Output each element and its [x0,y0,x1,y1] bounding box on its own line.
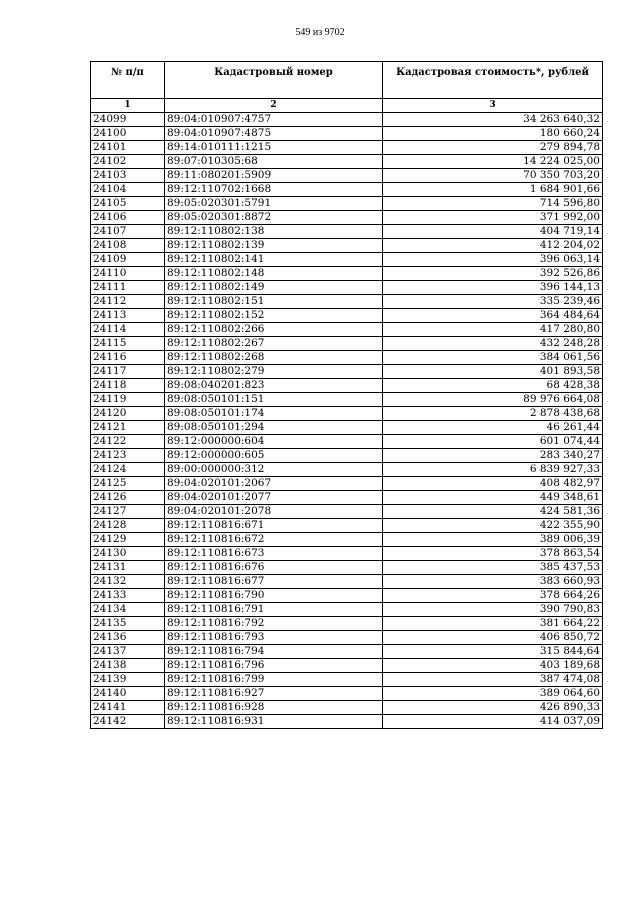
table-row [91,435,603,449]
cadastral-value: 601 074,44 [383,435,603,449]
cadastral-number: 89:12:110816:676 [165,561,383,575]
table-row [91,477,603,491]
cadastral-number: 89:14:010111:1215 [165,141,383,155]
table-row [91,197,603,211]
row-number: 24120 [91,407,165,421]
row-number: 24113 [91,309,165,323]
cadastral-number: 89:12:110802:138 [165,225,383,239]
cadastral-value: 392 526,86 [383,267,603,281]
cadastral-value: 335 239,46 [383,295,603,309]
table-row [91,701,603,715]
row-number: 24111 [91,281,165,295]
table-row [91,337,603,351]
row-number: 24122 [91,435,165,449]
row-number: 24126 [91,491,165,505]
cadastral-number: 89:04:010907:4757 [165,113,383,127]
table-row [91,155,603,169]
table-row [91,547,603,561]
cadastral-number: 89:12:110816:673 [165,547,383,561]
row-number: 24118 [91,379,165,393]
table-row [91,561,603,575]
cadastral-number: 89:12:110802:151 [165,295,383,309]
table-row [91,393,603,407]
row-number: 24124 [91,463,165,477]
cadastral-number: 89:12:110816:928 [165,701,383,715]
row-number: 24103 [91,169,165,183]
row-number: 24117 [91,365,165,379]
cadastral-value: 378 863,54 [383,547,603,561]
table-row [91,519,603,533]
cadastral-value: 381 664,22 [383,617,603,631]
table-row [91,365,603,379]
table-row [91,589,603,603]
cadastral-value: 279 894,78 [383,141,603,155]
cadastral-value: 449 348,61 [383,491,603,505]
row-number: 24115 [91,337,165,351]
cadastral-table [90,61,603,729]
cadastral-number: 89:04:020101:2078 [165,505,383,519]
cadastral-number: 89:04:010907:4875 [165,127,383,141]
cadastral-value: 1 684 901,66 [383,183,603,197]
row-number: 24108 [91,239,165,253]
row-number: 24125 [91,477,165,491]
cadastral-value: 432 248,28 [383,337,603,351]
page-number: 549 из 9702 [295,27,345,38]
cadastral-number: 89:12:110802:141 [165,253,383,267]
cadastral-number: 89:12:110816:794 [165,645,383,659]
cadastral-value: 426 890,33 [383,701,603,715]
table-row [91,379,603,393]
cadastral-number: 89:12:110816:791 [165,603,383,617]
cadastral-value: 89 976 664,08 [383,393,603,407]
cadastral-value: 6 839 927,33 [383,463,603,477]
row-number: 24134 [91,603,165,617]
cadastral-number: 89:12:110816:672 [165,533,383,547]
cadastral-number: 89:12:110802:139 [165,239,383,253]
table-row [91,225,603,239]
row-number: 24132 [91,575,165,589]
cadastral-value: 371 992,00 [383,211,603,225]
table-row [91,127,603,141]
cadastral-value: 283 340,27 [383,449,603,463]
cadastral-number: 89:05:020301:5791 [165,197,383,211]
cadastral-number: 89:12:110702:1668 [165,183,383,197]
table-row [91,673,603,687]
row-number: 24116 [91,351,165,365]
table-header-row [91,62,603,99]
cadastral-value: 422 355,90 [383,519,603,533]
table-row [91,617,603,631]
row-number: 24142 [91,715,165,729]
row-number: 24119 [91,393,165,407]
table-row [91,659,603,673]
cadastral-number: 89:12:000000:605 [165,449,383,463]
cadastral-value: 315 844,64 [383,645,603,659]
table-row [91,211,603,225]
table-row [91,631,603,645]
row-number: 24138 [91,659,165,673]
cadastral-number: 89:08:050101:174 [165,407,383,421]
column-index: 2 [165,99,383,113]
cadastral-value: 383 660,93 [383,575,603,589]
table-row [91,113,603,127]
cadastral-value: 385 437,53 [383,561,603,575]
cadastral-number: 89:12:110816:799 [165,673,383,687]
table-row [91,533,603,547]
row-number: 24137 [91,645,165,659]
cadastral-value: 403 189,68 [383,659,603,673]
row-number: 24114 [91,323,165,337]
cadastral-value: 14 224 025,00 [383,155,603,169]
row-number: 24129 [91,533,165,547]
table-row [91,183,603,197]
column-index: 1 [91,99,165,113]
cadastral-value: 387 474,08 [383,673,603,687]
table-row [91,715,603,729]
cadastral-number: 89:12:110802:268 [165,351,383,365]
cadastral-value: 390 790,83 [383,603,603,617]
row-number: 24130 [91,547,165,561]
cadastral-number: 89:12:110802:266 [165,323,383,337]
row-number: 24101 [91,141,165,155]
row-number: 24139 [91,673,165,687]
cadastral-number: 89:12:110802:152 [165,309,383,323]
table-row [91,281,603,295]
cadastral-value: 412 204,02 [383,239,603,253]
cadastral-value: 68 428,38 [383,379,603,393]
row-number: 24099 [91,113,165,127]
cadastral-value: 424 581,36 [383,505,603,519]
row-number: 24107 [91,225,165,239]
column-index-row [91,99,603,113]
table-row [91,239,603,253]
table-row [91,351,603,365]
cadastral-number: 89:12:110816:790 [165,589,383,603]
cadastral-number: 89:12:110816:927 [165,687,383,701]
cadastral-number: 89:12:110816:931 [165,715,383,729]
cadastral-value: 396 063,14 [383,253,603,267]
cadastral-number: 89:12:000000:604 [165,435,383,449]
row-number: 24121 [91,421,165,435]
cadastral-number: 89:12:110802:149 [165,281,383,295]
cadastral-number: 89:12:110802:279 [165,365,383,379]
table-row [91,505,603,519]
row-number: 24112 [91,295,165,309]
row-number: 24135 [91,617,165,631]
row-number: 24141 [91,701,165,715]
row-number: 24109 [91,253,165,267]
row-number: 24100 [91,127,165,141]
row-number: 24128 [91,519,165,533]
cadastral-value: 46 261,44 [383,421,603,435]
table-row [91,407,603,421]
table-row [91,141,603,155]
cadastral-number: 89:11:080201:5909 [165,169,383,183]
table-row [91,491,603,505]
cadastral-value: 389 064,60 [383,687,603,701]
header-cad-number: Кадастровый номер [165,62,383,99]
table-row [91,603,603,617]
row-number: 24106 [91,211,165,225]
cadastral-number: 89:12:110816:671 [165,519,383,533]
cadastral-value: 401 893,58 [383,365,603,379]
cadastral-number: 89:12:110816:792 [165,617,383,631]
cadastral-value: 417 280,80 [383,323,603,337]
cadastral-number: 89:08:050101:294 [165,421,383,435]
table-row [91,309,603,323]
row-number: 24131 [91,561,165,575]
cadastral-number: 89:12:110802:267 [165,337,383,351]
table-row [91,421,603,435]
cadastral-number: 89:00:000000:312 [165,463,383,477]
row-number: 24123 [91,449,165,463]
cadastral-number: 89:05:020301:8872 [165,211,383,225]
cadastral-value: 34 263 640,32 [383,113,603,127]
table-row [91,645,603,659]
cadastral-value: 404 719,14 [383,225,603,239]
cadastral-number: 89:12:110816:677 [165,575,383,589]
row-number: 24105 [91,197,165,211]
table-row [91,687,603,701]
table-row [91,267,603,281]
column-index: 3 [383,99,603,113]
cadastral-value: 384 061,56 [383,351,603,365]
cadastral-value: 714 596,80 [383,197,603,211]
cadastral-number: 89:08:050101:151 [165,393,383,407]
table-row [91,253,603,267]
cadastral-number: 89:04:020101:2077 [165,491,383,505]
row-number: 24140 [91,687,165,701]
row-number: 24104 [91,183,165,197]
table-row [91,169,603,183]
table-row [91,463,603,477]
cadastral-number: 89:12:110816:793 [165,631,383,645]
cadastral-value: 2 878 438,68 [383,407,603,421]
cadastral-number: 89:12:110802:148 [165,267,383,281]
table-row [91,295,603,309]
cadastral-value: 180 660,24 [383,127,603,141]
header-num: № п/п [91,62,165,99]
row-number: 24102 [91,155,165,169]
cadastral-value: 378 664,26 [383,589,603,603]
cadastral-number: 89:08:040201:823 [165,379,383,393]
row-number: 24110 [91,267,165,281]
header-cad-value: Кадастровая стоимость*, рублей [383,62,603,99]
row-number: 24136 [91,631,165,645]
table-row [91,575,603,589]
table-row [91,323,603,337]
table-row [91,449,603,463]
cadastral-value: 396 144,13 [383,281,603,295]
cadastral-value: 408 482,97 [383,477,603,491]
cadastral-value: 406 850,72 [383,631,603,645]
cadastral-value: 389 006,39 [383,533,603,547]
cadastral-value: 70 350 703,20 [383,169,603,183]
row-number: 24127 [91,505,165,519]
cadastral-number: 89:07:010305:68 [165,155,383,169]
cadastral-number: 89:12:110816:796 [165,659,383,673]
cadastral-value: 364 484,64 [383,309,603,323]
row-number: 24133 [91,589,165,603]
cadastral-value: 414 037,09 [383,715,603,729]
cadastral-number: 89:04:020101:2067 [165,477,383,491]
